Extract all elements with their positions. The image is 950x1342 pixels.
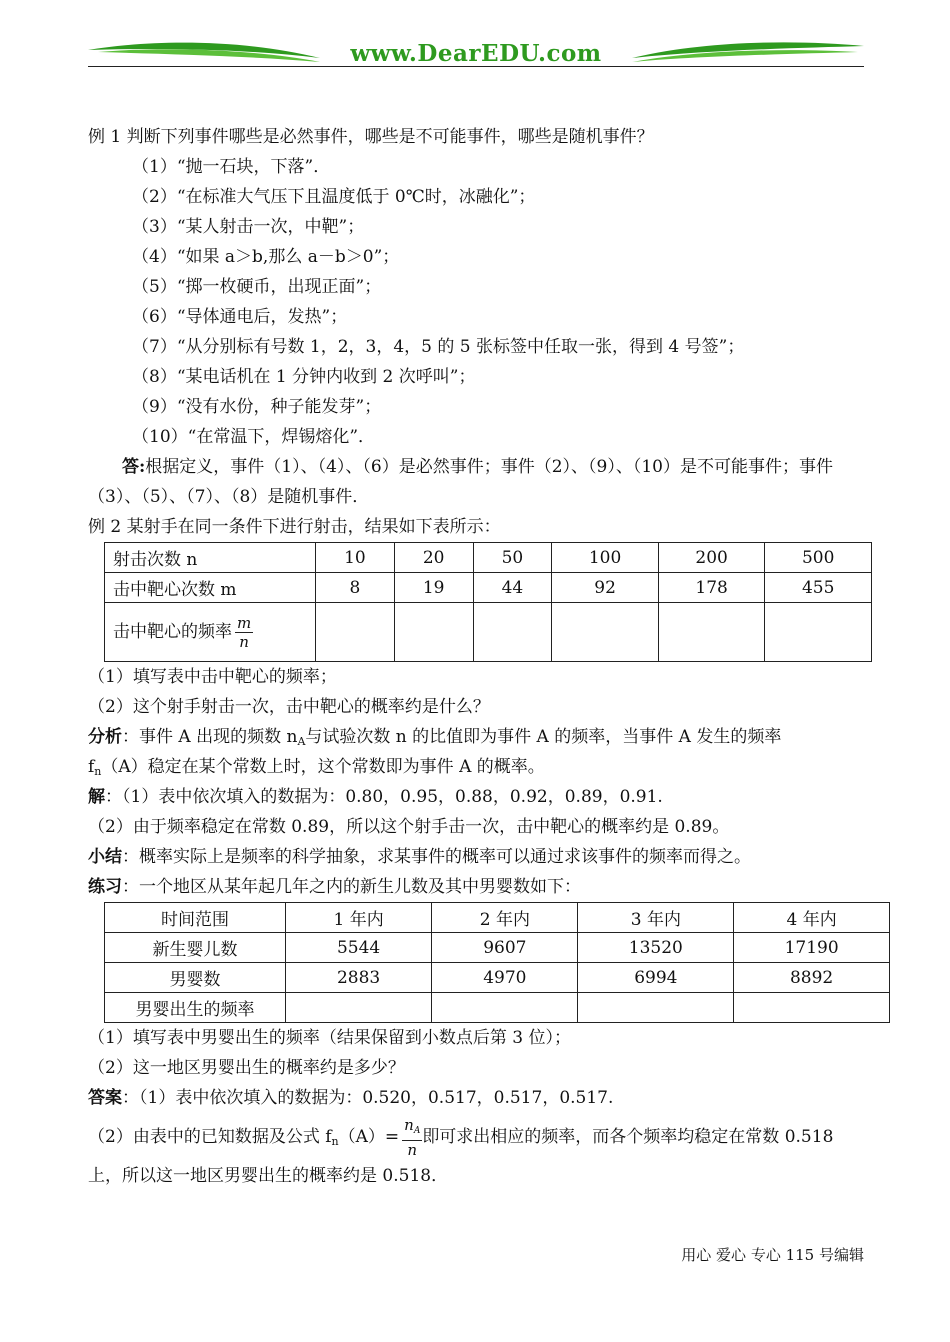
practice-q2: （2）这一地区男婴出生的概率约是多少？ bbox=[88, 1058, 405, 1078]
table-cell: 8892 bbox=[734, 963, 890, 993]
answer-text: 即可求出相应的频率，而各个频率均稳定在常数 0.518 bbox=[422, 1127, 834, 1147]
table-cell: 20 bbox=[394, 543, 473, 573]
table-row bbox=[105, 963, 890, 993]
table-cell: 5544 bbox=[286, 933, 432, 963]
table-row bbox=[105, 543, 872, 573]
fraction-numerator bbox=[402, 1116, 422, 1141]
table-cell: 19 bbox=[394, 573, 473, 603]
table-cell: 200 bbox=[658, 543, 765, 573]
table-cell bbox=[394, 603, 473, 662]
ex2-question: 例 2 某射手在同一条件下进行射击，结果如下表所示： bbox=[88, 517, 501, 537]
table-header-cell: 2 年内 bbox=[432, 903, 578, 933]
summary-text: ：概率实际上是频率的科学抽象，求某事件的概率可以通过求该事件的频率而得之。 bbox=[122, 847, 751, 867]
table-cell: 新生婴儿数 bbox=[105, 933, 286, 963]
table-cell bbox=[658, 603, 765, 662]
table-row bbox=[105, 933, 890, 963]
table-cell bbox=[578, 993, 734, 1023]
table-cell: 44 bbox=[473, 573, 552, 603]
ex1-item-3: （3）“某人射击一次，中靶”； bbox=[132, 217, 365, 237]
fraction-nA-over-n bbox=[402, 1116, 422, 1159]
document-body bbox=[88, 122, 868, 1191]
ex1-question: 例 1 判断下列事件哪些是必然事件，哪些是不可能事件，哪些是随机事件？ bbox=[88, 127, 654, 147]
analysis-label: 分析 bbox=[88, 727, 122, 747]
ex1-item-1: （1）“抛一石块，下落”． bbox=[132, 157, 331, 177]
table-cell: 射击次数 n bbox=[105, 543, 316, 573]
summary-label: 小结 bbox=[88, 847, 122, 867]
analysis-text: f bbox=[88, 757, 95, 777]
ex2-analysis-line-1 bbox=[88, 722, 868, 752]
ex1-item-9: （9）“没有水份，种子能发芽”； bbox=[132, 397, 382, 417]
fraction-denominator: n bbox=[239, 632, 249, 651]
practice-question bbox=[88, 872, 868, 902]
answer-label: 答案 bbox=[88, 1088, 122, 1108]
practice-answer-line-2 bbox=[88, 1113, 868, 1161]
solution-label: 解 bbox=[88, 787, 105, 807]
practice-text: ：一个地区从某年起几年之内的新生儿数及其中男婴数如下： bbox=[122, 877, 581, 897]
table-cell bbox=[105, 603, 316, 662]
table-cell bbox=[765, 603, 872, 662]
subscript: A bbox=[297, 735, 306, 748]
ex1-item-10: （10）“在常温下，焊锡熔化”． bbox=[132, 427, 376, 447]
table-header-cell: 1 年内 bbox=[286, 903, 432, 933]
table-cell: 13520 bbox=[578, 933, 734, 963]
fraction-m-over-n bbox=[235, 614, 253, 651]
table-header-cell: 时间范围 bbox=[105, 903, 286, 933]
analysis-text: （A）稳定在某个常数上时，这个常数即为事件 A 的概率。 bbox=[101, 757, 545, 777]
table-cell: 50 bbox=[473, 543, 552, 573]
table-row bbox=[105, 603, 872, 662]
table-row bbox=[105, 573, 872, 603]
ex1-item-6: （6）“导体通电后，发热”； bbox=[132, 307, 348, 327]
ex1-item-8: （8）“某电话机在 1 分钟内收到 2 次呼叫”； bbox=[132, 367, 476, 387]
ex1-item-2: （2）“在标准大气压下且温度低于 0℃时，冰融化”； bbox=[132, 187, 536, 207]
table-cell: 500 bbox=[765, 543, 872, 573]
practice-q1: （1）填写表中男婴出生的频率（结果保留到小数点后第 3 位）； bbox=[88, 1028, 571, 1048]
ex2-q1: （1）填写表中击中靶心的频率； bbox=[88, 667, 337, 687]
table-cell: 8 bbox=[316, 573, 395, 603]
newborn-table bbox=[104, 902, 890, 1023]
table-cell bbox=[552, 603, 659, 662]
fraction-denominator: n bbox=[407, 1141, 418, 1159]
table-cell: 9607 bbox=[432, 933, 578, 963]
page-footer: 用心 爱心 专心 115 号编辑 bbox=[681, 1246, 864, 1264]
answer-text: 根据定义，事件（1）、（4）、（6）是必然事件；事件（2）、（9）、（10）是不可能事件；事件 bbox=[145, 457, 833, 477]
shooting-table bbox=[104, 542, 872, 662]
table-cell bbox=[473, 603, 552, 662]
table-row bbox=[105, 993, 890, 1023]
answer-text: （A）= bbox=[338, 1127, 400, 1147]
ex2-summary bbox=[88, 842, 868, 872]
table-cell: 6994 bbox=[578, 963, 734, 993]
ex2-solution-line-2: （2）由于频率稳定在常数 0.89，所以这个射手击一次，击中靶心的概率约是 0.89。 bbox=[88, 817, 730, 837]
practice-answer-line-1 bbox=[88, 1083, 868, 1113]
ex1-item-4: （4）“如果 a＞b,那么 a－b＞0”； bbox=[132, 247, 400, 267]
solution-text: ：（1）表中依次填入的数据为：0.80，0.95，0.88，0.92，0.89，0.91. bbox=[105, 787, 663, 807]
table-cell: 92 bbox=[552, 573, 659, 603]
subscript: A bbox=[413, 1126, 421, 1136]
table-row bbox=[105, 903, 890, 933]
ex1-answer-line-1 bbox=[88, 452, 868, 482]
table-cell: 178 bbox=[658, 573, 765, 603]
analysis-text: 与试验次数 n 的比值即为事件 A 的频率，当事件 A 发生的频率 bbox=[305, 727, 782, 747]
analysis-text: ：事件 A 出现的频数 n bbox=[122, 727, 298, 747]
table-cell: 17190 bbox=[734, 933, 890, 963]
table-cell: 455 bbox=[765, 573, 872, 603]
table-cell bbox=[432, 993, 578, 1023]
table-header-cell: 4 年内 bbox=[734, 903, 890, 933]
fraction-numerator: m bbox=[237, 613, 252, 632]
answer-text: （2）由表中的已知数据及公式 f bbox=[88, 1127, 332, 1147]
table-cell: 男婴数 bbox=[105, 963, 286, 993]
table-cell: 击中靶心次数 m bbox=[105, 573, 316, 603]
subscript: n bbox=[94, 765, 102, 778]
ex1-answer-line-2: （3）、（5）、（7）、（8）是随机事件． bbox=[88, 487, 370, 507]
frequency-label: 击中靶心的频率 bbox=[113, 621, 232, 642]
answer-text: ：（1）表中依次填入的数据为：0.520，0.517，0.517，0.517. bbox=[122, 1088, 614, 1108]
header-divider bbox=[88, 66, 864, 67]
table-cell: 100 bbox=[552, 543, 659, 573]
subscript: n bbox=[331, 1135, 339, 1148]
ex2-analysis-line-2 bbox=[88, 752, 868, 782]
numerator-letter: n bbox=[404, 1116, 414, 1134]
site-logo[interactable]: www.DearEDU.com bbox=[350, 40, 602, 67]
table-cell bbox=[734, 993, 890, 1023]
table-cell bbox=[286, 993, 432, 1023]
table-cell: 男婴出生的频率 bbox=[105, 993, 286, 1023]
table-cell: 10 bbox=[316, 543, 395, 573]
ex1-item-7: （7）“从分别标有号数 1，2，3，4，5 的 5 张标签中任取一张，得到 4 号签”； bbox=[132, 337, 745, 357]
ex1-item-5: （5）“掷一枚硬币，出现正面”； bbox=[132, 277, 382, 297]
table-cell: 2883 bbox=[286, 963, 432, 993]
page-header bbox=[88, 36, 864, 76]
table-cell bbox=[316, 603, 395, 662]
ex2-solution-line-1 bbox=[88, 782, 868, 812]
table-cell: 4970 bbox=[432, 963, 578, 993]
ex2-q2: （2）这个射手射击一次，击中靶心的概率约是什么？ bbox=[88, 697, 490, 717]
practice-answer-line-3: 上，所以这一地区男婴出生的概率约是 0.518． bbox=[88, 1166, 449, 1186]
practice-label: 练习 bbox=[88, 877, 122, 897]
table-header-cell: 3 年内 bbox=[578, 903, 734, 933]
answer-label: 答: bbox=[122, 457, 146, 477]
